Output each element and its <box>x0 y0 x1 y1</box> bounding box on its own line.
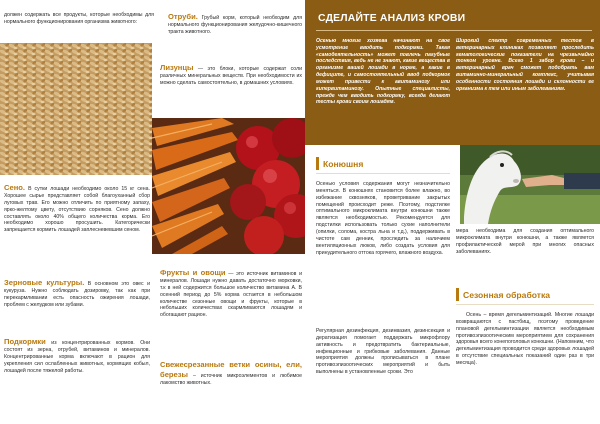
konushnya-text-1: Осенью условия содержания могут незначительно меняться. В конюшнях становится более влажно, во избежание сквозняков, проветривание закрытых помещений происходит реже. Поэтому, подстилке оптимального микроклимата внутри конюшни также является необходимостью. Рекомендуется для подстилки использовать только сухие наполнители (опилки, солома, костра льна и т.д.), поддерживать в чистоте сам денник, проследить за наличием вентиляционных люков, либо создать условия для принудительного оттока горячего, влажного воздуха. <box>316 181 450 256</box>
sezon-heading <box>456 288 550 301</box>
section-marker <box>316 157 319 170</box>
liz-text: — это блоки, которые содержат соли различных минеральных веществ. При необходимости их можно сделать самостоятельно, в домашних условиях. <box>160 66 302 86</box>
sezon-title: Сезонная обработка <box>463 289 551 300</box>
section-divider <box>316 173 450 174</box>
seno-paragraph <box>4 183 150 234</box>
col4-text-1: мера необходима для создания оптимального микроклимата внутри конюшни, а также является профилактической мерой при многих опасных заболеваниях. <box>456 228 594 255</box>
otrubi-text: Грубый корм, который необходим для нормального функционирования желудочно-кишечного тракта животного. <box>168 15 302 35</box>
zern-paragraph <box>4 278 150 309</box>
konushnya-title: Конюшня <box>323 158 364 169</box>
section-divider <box>456 304 594 305</box>
frukt-heading: Фрукты и овощи <box>160 268 226 277</box>
blood-test-left-text: Осенью многие хозяева начинают на свое усмотрение вводить подкормки. Такая «самодеятельность» может повлечь пагубные последствия, ведь не не знают, какие вещества в организме вашей лошади в норме, а какие в дефиците, и самостоятельный ввод подкормок может привести к авитаминозу или гипервитаминозу. Опытные специалисты, прежде чем вводить подкормку, всегда делают тесты крови своим лошадям. <box>316 38 450 106</box>
frukt-text: — это источник витаминов и минералов. Лошади нужно давать достаточно морковки, т.к в ней содержится большое количество витамина А. В осенний период до 5% корма остается в небольшом количестве сезонные овощи и фрукты, которые в небольших количествах скармливаются лошадям и обогащают рацион. <box>160 271 302 319</box>
blood-test-title: СДЕЛАЙТЕ АНАЛИЗ КРОВИ <box>318 13 466 24</box>
vetki-paragraph <box>160 360 302 387</box>
liz-heading: Лизунцы <box>160 63 194 72</box>
frukt-paragraph <box>160 268 302 319</box>
title-underline <box>316 30 592 31</box>
otrubi-heading: Отруби. <box>168 12 198 21</box>
vetki-heading: Свежесрезанные ветки осины, ели, березы <box>160 360 302 380</box>
seno-heading: Сено. <box>4 183 26 192</box>
konushnya-text-2: Регулярная дезинфекция, дезинвазия, дезинсекция и дератизация помогает поддержать микрофлору активность и предотвратить бактериальные, инфекционные и грибковые заболевания. Данные мероприятия должны прописываться в плане противоэпизоотических мероприятий и быть выполнены в установленные сроки. Это <box>316 328 450 376</box>
vetki-text: – источник микроэлементов и любимое лакомство животных. <box>160 373 302 387</box>
zern-text: В основном это овес и кукуруза. Нужно соблюдать дозировку, так как при перекармливании есть опасность ожирения лошади, проблем с желудком или зубами. <box>4 281 150 308</box>
seno-text: В сутки лошади необходимо около 15 кг сена. Хорошее сырье представляет собой благоуханный сбор луговых трав. Его можно отличить по приятному запаху, ярко-желтому цвету, отсутствию сорняков. Сено должно составлять около 40% общего количества корма. Его необходимо хорошо просушить. Категорически запрещается кормить лошадей заплесневевшим сеном. <box>4 186 150 234</box>
sezon-text: Осень – время дегельминтизаций. Многие лошади возвращаются с пастбищ, поэтому проведение плановой дегельминтизации является необходимым противоэпизоотическим мероприятием для сохранения здоровья всего конепоголовья конюшни. (Напомним, что дегельминтизация проводится среди здоровых лошадей в отсутствие специальных показаний один раз в три месяца). <box>456 312 594 367</box>
carrots-apples-photo <box>152 118 305 254</box>
podk-heading: Подкормки <box>4 337 46 346</box>
horse-photo <box>460 145 600 224</box>
liz-paragraph <box>160 63 302 87</box>
podk-text: из концентрированных кормов. Они состоят из зерна, отрубей, витаминов и минералов. Концентрированные корма включают в рацион для укрепления сил ослабленных животных, кормящих кобыл, лошадей после тяжелой работы. <box>4 340 150 374</box>
oats-photo <box>0 43 152 175</box>
konushnya-heading <box>316 157 363 170</box>
blood-test-right-text: Широкий спектр современных тестов в ветеринарных клиниках позволяет проследить гематологические показатели на чрезвычайно тонком уровне. Всего 1 забор крови – и ветеринарный врач сможет подобрать вам витаминно-минеральный комплекс, учитывая особенности состояния лошади и склонности ее организма к тем или иным заболеваниям. <box>456 38 594 92</box>
col1-top-text: должен содержать все продукты, которые необходимы для нормального функционирования организма животного: <box>4 12 154 25</box>
otrubi-paragraph <box>168 12 302 36</box>
podk-paragraph <box>4 337 150 374</box>
zern-heading: Зерновые культуры. <box>4 278 85 287</box>
section-marker <box>456 288 459 301</box>
